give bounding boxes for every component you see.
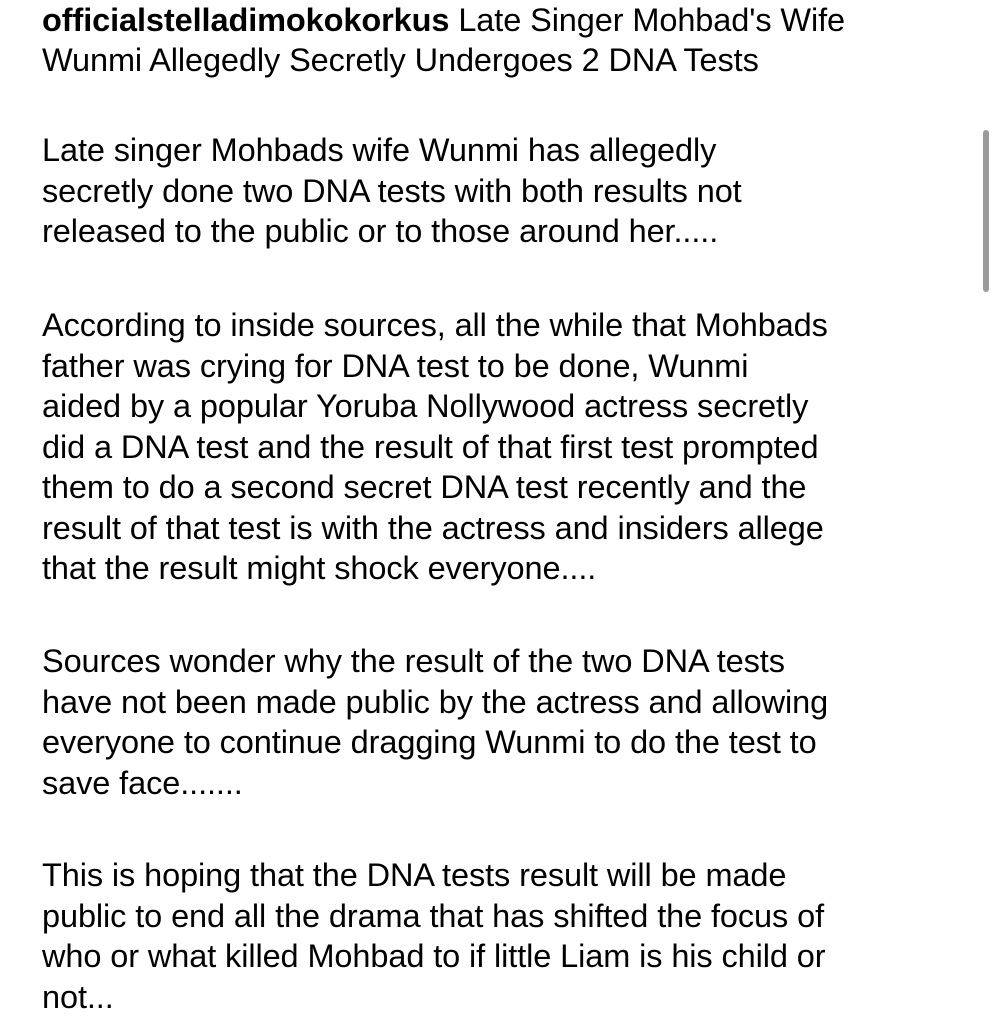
- caption-paragraph-4: This is hoping that the DNA tests result will be made public to end all the drama that has shifted the focus of who or what killed Mohbad to if little Liam is his child or not...: [42, 857, 826, 1015]
- post-caption: [42, 0, 962, 1015]
- scrollbar-thumb[interactable]: [983, 130, 989, 292]
- caption-paragraph-1: Late singer Mohbads wife Wunmi has allegedly secretly done two DNA tests with both results not released to the public or to those around her.....: [42, 132, 742, 249]
- caption-paragraph-2: According to inside sources, all the while that Mohbads father was crying for DNA test to be done, Wunmi aided by a popular Yoruba Nollywood actress secretly did a DNA test and the result of that first test prompted them to do a second secret DNA test recently and the result of that test is with the actress and insiders allege that the result might shock everyone....: [42, 307, 828, 586]
- username-link[interactable]: officialstelladimokokorkus: [42, 2, 450, 38]
- caption-header: [42, 0, 962, 80]
- post-title: Late Singer Mohbad's Wife Wunmi Allegedly Secretly Undergoes 2 DNA Tests: [42, 2, 846, 78]
- caption-paragraph-3: Sources wonder why the result of the two DNA tests have not been made public by the actress and allowing everyone to continue dragging Wunmi to do the test to save face.......: [42, 643, 829, 801]
